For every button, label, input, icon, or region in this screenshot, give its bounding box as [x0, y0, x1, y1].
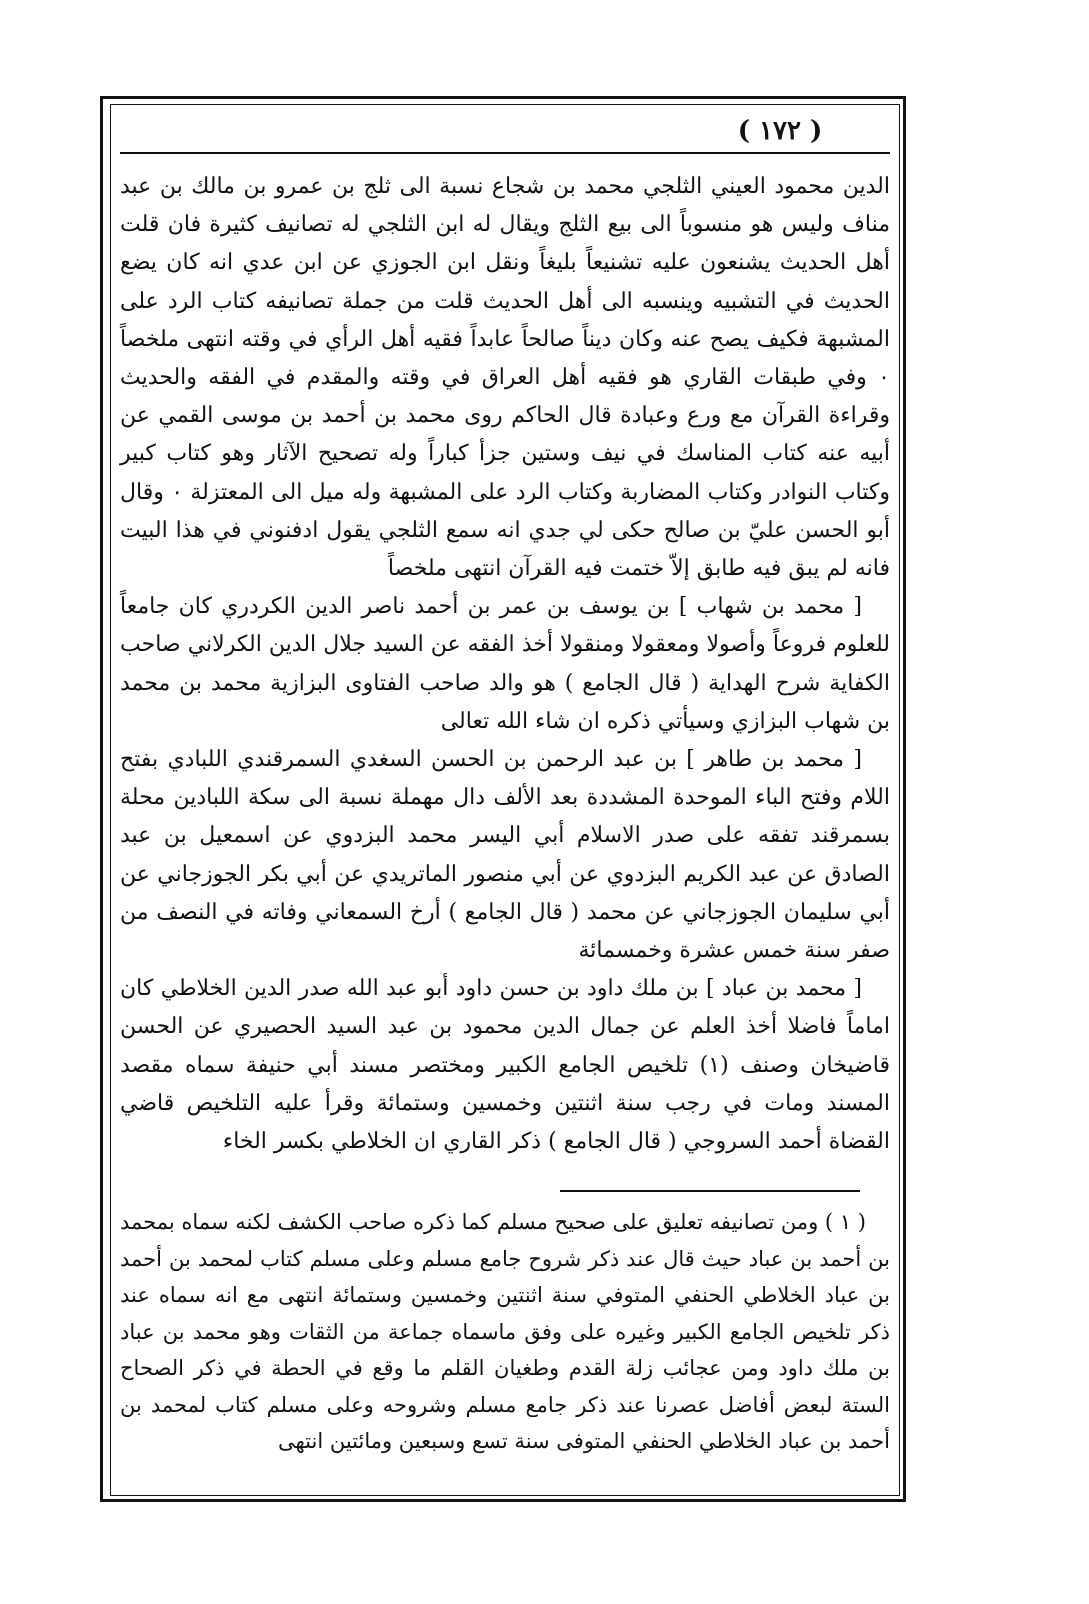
- header-rule: [120, 152, 890, 154]
- entry-muhammad-bin-abbad: [ محمد بن عباد ] بن ملك داود بن حسن داود أبو عبد الله صدر الدين الخلاطي كان اماماً فاضلا أخذ العلم عن جمال الدين محمود بن عبد السيد الحصيري عن الحسن قاضيخان وصنف (١) تلخيص الجامع الكبير ومختصر مسند أبي حنيفة سماه مقصد المسند ومات في رجب سنة اثنتين وخمسين وستمائة وقرأ عليه التلخيص قاضي القضاة أحمد السروجي ( قال الجامع ) ذكر القاري ان الخلاطي بكسر الخاء: [120, 976, 890, 1155]
- page-number: ( ١٧٢ ): [737, 116, 823, 146]
- entry-muhammad-bin-tahir: [ محمد بن طاهر ] بن عبد الرحمن بن الحسن السغدي السمرقندي اللبادي بفتح اللام وفتح الباء الموحدة المشددة بعد الألف دال مهملة نسبة الى سكة اللبادين محلة بسمرقند تفقه على صدر الاسلام أبي اليسر محمد البزدوي عن اسمعيل بن عبد الصادق عن عبد الكريم البزدوي عن أبي منصور الماتريدي عن أبي بكر الجوزجاني عن أبي سليمان الجوزجاني عن محمد ( قال الجامع ) أرخ السمعاني وفاته في النصف من صفر سنة خمس عشرة وخمسمائة: [120, 747, 890, 964]
- footnote-1: ( ١ ) ومن تصانيفه تعليق على صحيح مسلم كما ذكره صاحب الكشف لكنه سماه بمحمد بن أحمد بن عباد حيث قال عند ذكر شروح جامع مسلم وعلى مسلم كتاب لمحمد بن أحمد بن عباد الخلاطي الحنفي المتوفي سنة اثنتين وخمسين وستمائة انتهى مع انه سماه عند ذكر تلخيص الجامع الكبير وغيره على وفق ماسماه جماعة من الثقات وهو محمد بن عباد بن ملك داود ومن عجائب زلة القدم وطغيان القلم ما وقع في الحطة في ذكر الصحاح الستة لبعض أفاضل عصرنا عند ذكر جامع مسلم وشروحه وعلى مسلم كتاب لمحمد بن أحمد بن عباد الخلاطي الحنفي المتوفى سنة تسع وسبعين ومائتين انتهى: [120, 1210, 890, 1453]
- main-text: [120, 168, 890, 1161]
- footnotes: [120, 1204, 890, 1460]
- paragraph-thalji: الدين محمود العيني الثلجي محمد بن شجاع نسبة الى ثلج بن عمرو بن مالك بن عبد مناف وليس هو منسوباً الى بيع الثلج ويقال له ابن الثلجي له تصانيف كثيرة فان قلت أهل الحديث يشنعون عليه تشنيعاً بليغاً ونقل ابن الجوزي عن ابن عدي انه كان يضع الحديث في التشبيه وينسبه الى أهل الحديث قلت من جملة تصانيفه كتاب الرد على المشبهة فكيف يصح عنه وكان ديناً صالحاً عابداً فقيه أهل الرأي في وقته انتهى ملخصاً ٠ وفي طبقات القاري هو فقيه أهل العراق في وقته والمقدم في الفقه والحديث وقراءة القرآن مع ورع وعبادة قال الحاكم روى محمد بن أحمد بن موسى القمي عن أبيه عنه كتاب المناسك في نيف وستين جزأ كباراً وله تصحيح الآثار وهو كتاب كبير وكتاب النوادر وكتاب المضاربة وكتاب الرد على المشبهة وله ميل الى المعتزلة ٠ وقال أبو الحسن عليّ بن صالح حكى لي جدي انه سمع الثلجي يقول ادفنوني في هذا البيت فانه لم يبق فيه طابق إلاّ ختمت فيه القرآن انتهى ملخصاً: [120, 174, 890, 582]
- footnote-rule: [560, 1190, 860, 1192]
- entry-muhammad-bin-shihab: [ محمد بن شهاب ] بن يوسف بن عمر بن أحمد ناصر الدين الكردري كان جامعاً للعلوم فروعاً وأصولا ومعقولا ومنقولا أخذ الفقه عن السيد جلال الدين الكرلاني صاحب الكفاية شرح الهداية ( قال الجامع ) هو والد صاحب الفتاوى البزازية محمد بن محمد بن شهاب البزازي وسيأتي ذكره ان شاء الله تعالى: [120, 594, 890, 734]
